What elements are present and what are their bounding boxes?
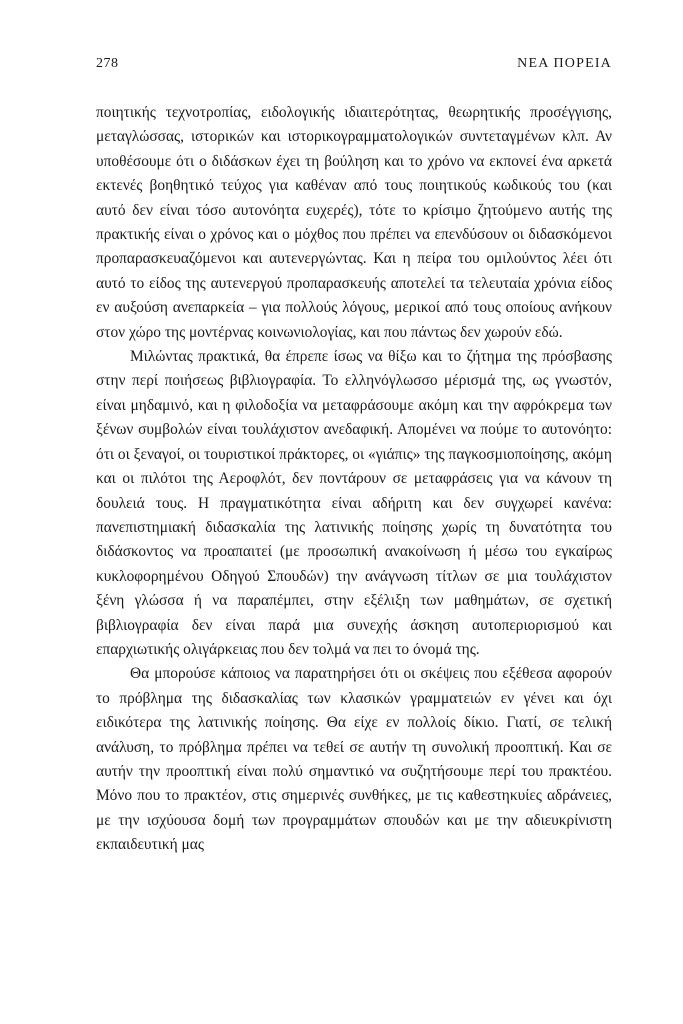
- paragraph: Μιλώντας πρακτικά, θα έπρεπε ίσως να θίξω και το ζήτημα της πρόσβασης στην περί ποιήσεως βιβλιογραφία. Το ελληνόγλωσσο μέρισμά της, ως γνωστόν, είναι μηδαμινό, και η φιλοδοξία να μεταφράσουμε ακόμη και την αφρόκρεμα των ξένων συμβολών είναι τουλάχιστον ανεδαφική. Απομένει να πούμε το αυτονόητο: ότι οι ξεναγοί, οι τουριστικοί πράκτορες, οι «γιάπις» της παγκοσμιοποίησης, ακόμη και οι πιλότοι της Αεροφλότ, δεν ποντάρουν σε μεταφράσεις για να κάνουν τη δουλειά τους. Η πραγματικότητα είναι αδήριτη και δεν συγχωρεί κανένα: πανεπιστημιακή διδασκαλία της λατινικής ποίησης χωρίς τη δυνατότητα του διδάσκοντος να προαπαιτεί (με προσωπική ανακοίνωση ή μέσω του εγκαίρως κυκλοφορημένου Οδηγού Σπουδών) την ανάγνωση τίτλων σε μια τουλάχιστον ξένη γλώσσα ή να παραπέμπει, στην εξέλιξη των μαθημάτων, σε σχετική βιβλιογραφία δεν είναι παρά μια συνεχής άσκηση αυτοπεριορισμού και επαρχιωτικής ολιγάρκειας που δεν τολμά να πει το όνομά της.: [96, 348, 612, 658]
- running-title: ΝΕΑ ΠΟΡΕΙΑ: [517, 56, 612, 71]
- page-number: 278: [96, 56, 119, 71]
- body-text: [96, 101, 612, 858]
- paragraph-continued: ποιητικής τεχνοτροπίας, ειδολογικής ιδιαιτερότητας, θεωρητικής προσέγγισης, μεταγλώσσας, ιστορικών και ιστορικογραμματολογικών συντεταγμένων κλπ. Αν υποθέσουμε ότι ο διδάσκων έχει τη βούληση και το χρόνο να εκπονεί ένα αρκετά εκτενές βοηθητικό τεύχος για καθέναν από τους ποιητικούς κωδικούς του (και αυτό δεν είναι τόσο αυτονόητα ευχερές), τότε το κρίσιμο ζητούμενο αυτής της πρακτικής είναι ο χρόνος και ο μόχθος που πρέπει να επενδύσουν οι διδασκόμενοι προπαρασκευαζόμενοι και αυτενεργώντας. Και η πείρα του ομιλούντος λέει ότι αυτό το είδος της αυτενεργού προπαρασκευής αποτελεί τα τελευταία χρόνια είδος εν αυξούση ανεπαρκεία – για πολλούς λόγους, μερικοί από τους οποίους ανήκουν στον χώρο της μοντέρνας κοινωνιολογίας, και που πάντως δεν χωρούν εδώ.: [96, 104, 612, 341]
- running-head: [96, 56, 612, 76]
- paragraph: Θα μπορούσε κάποιος να παρατηρήσει ότι οι σκέψεις που εξέθεσα αφορούν το πρόβλημα της διδασκαλίας των κλασικών γραμματειών εν γένει και όχι ειδικότερα της λατινικής ποίησης. Θα είχε εν πολλοίς δίκιο. Γιατί, σε τελική ανάλυση, το πρόβλημα πρέπει να τεθεί σε αυτήν τη συνολική προοπτική. Και σε αυτήν την προοπτική είναι πολύ σημαντικό να συζητήσουμε περί του πρακτέου. Μόνο που το πρακτέον, στις σημερινές συνθήκες, με τις καθεστηκυίες αδράνειες, με την ισχύουσα δομή των προγραμμάτων σπουδών και με την αδιευκρίνιστη εκπαιδευτική μας: [96, 665, 612, 854]
